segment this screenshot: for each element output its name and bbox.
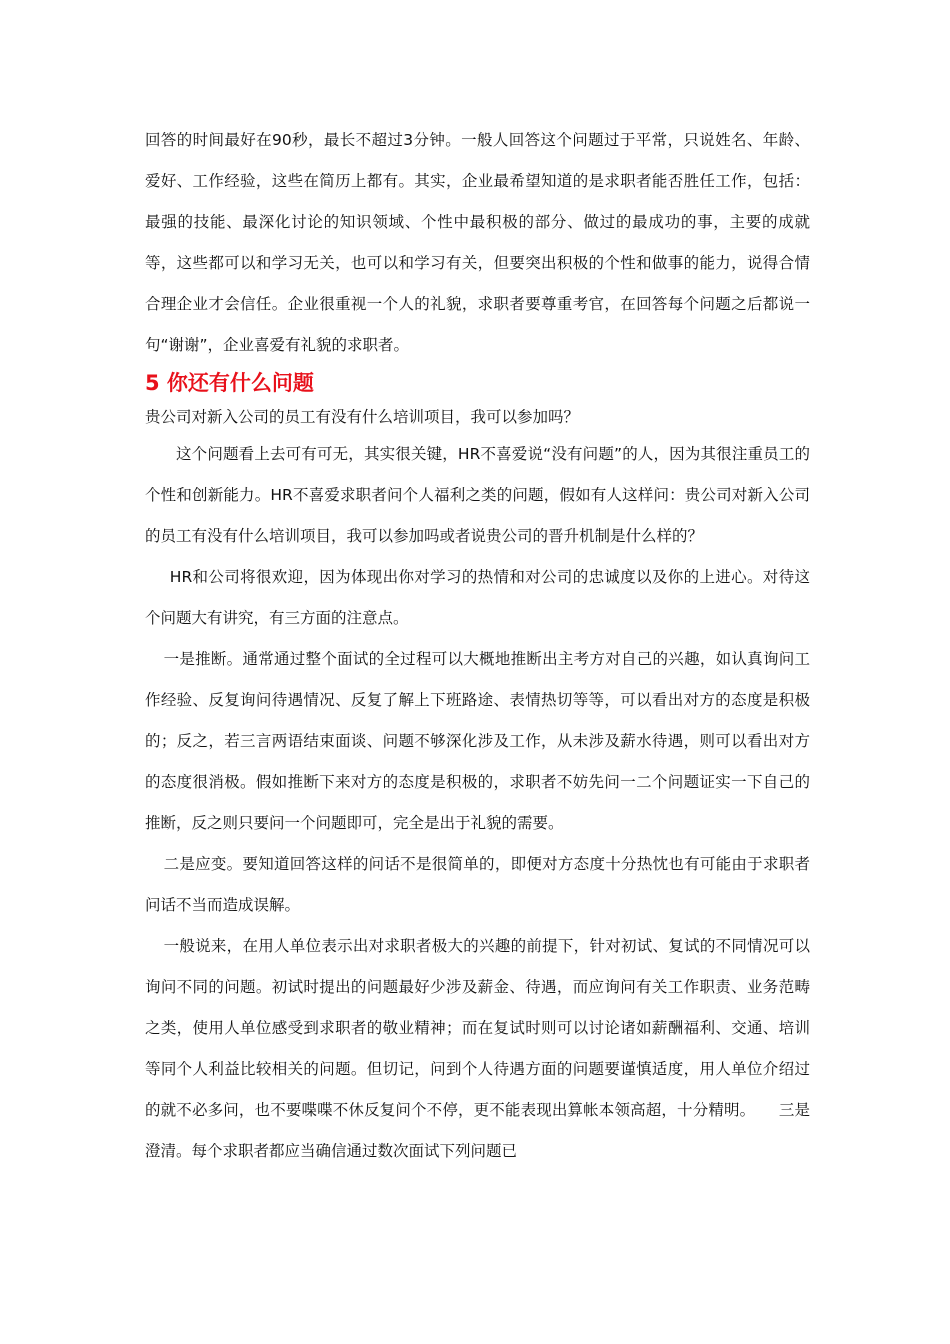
paragraph-5: 一般说来，在用人单位表示出对求职者极大的兴趣的前提下，针对初试、复试的不同情况可以询问不同的问题。初试时提出的问题最好少涉及薪金、待遇，而应询问有关工作职责、业务范畴之类，使用人单位感受到求职者的敬业精神；而在复试时则可以讨论诸如薪酬福利、交通、培训等同个人利益比较相关的问题。但切记，问到个人待遇方面的问题要谨慎适度，用人单位介绍过的就不必多问，也不要喋喋不休反复问个不停，更不能表现出算帐本领高超，十分精明。 三是澄清。每个求职者都应当确信通过数次面试下列问题已 [145, 937, 810, 1160]
question-line: 贵公司对新入公司的员工有没有什么培训项目，我可以参加吗？ [145, 408, 580, 426]
section-heading: 5 你还有什么问题 [145, 371, 314, 395]
paragraph-4: 二是应变。要知道回答这样的问话不是很简单的，即便对方态度十分热忱也有可能由于求职者问话不当而造成误解。 [145, 855, 810, 914]
document-body [145, 120, 810, 1172]
paragraph-3: 一是推断。通常通过整个面试的全过程可以大概地推断出主考方对自己的兴趣，如认真询问工作经验、反复询问待遇情况、反复了解上下班路途、表情热切等等，可以看出对方的态度是积极的；反之，若三言两语结束面谈、问题不够深化涉及工作，从未涉及薪水待遇，则可以看出对方的态度很消极。假如推断下来对方的态度是积极的，求职者不妨先问一二个问题证实一下自己的推断，反之则只要问一个问题即可，完全是出于礼貌的需要。 [145, 650, 810, 832]
paragraph-1: 这个问题看上去可有可无，其实很关键，HR不喜爱说“没有问题”的人，因为其很注重员工的个性和创新能力。HR不喜爱求职者问个人福利之类的问题，假如有人这样问：贵公司对新入公司的员工有没有什么培训项目，我可以参加吗或者说贵公司的晋升机制是什么样的？ [145, 445, 810, 545]
paragraph-2: HR和公司将很欢迎，因为体现出你对学习的热情和对公司的忠诚度以及你的上进心。对待这个问题大有讲究，有三方面的注意点。 [145, 568, 810, 627]
intro-paragraph: 回答的时间最好在90秒，最长不超过3分钟。一般人回答这个问题过于平常，只说姓名、年龄、爱好、工作经验，这些在简历上都有。其实，企业最希望知道的是求职者能否胜任工作，包括：最强的技能、最深化讨论的知识领域、个性中最积极的部分、做过的最成功的事，主要的成就等，这些都可以和学习无关，也可以和学习有关，但要突出积极的个性和做事的能力，说得合情合理企业才会信任。企业很重视一个人的礼貌，求职者要尊重考官，在回答每个问题之后都说一句“谢谢”，企业喜爱有礼貌的求职者。 [145, 131, 810, 354]
